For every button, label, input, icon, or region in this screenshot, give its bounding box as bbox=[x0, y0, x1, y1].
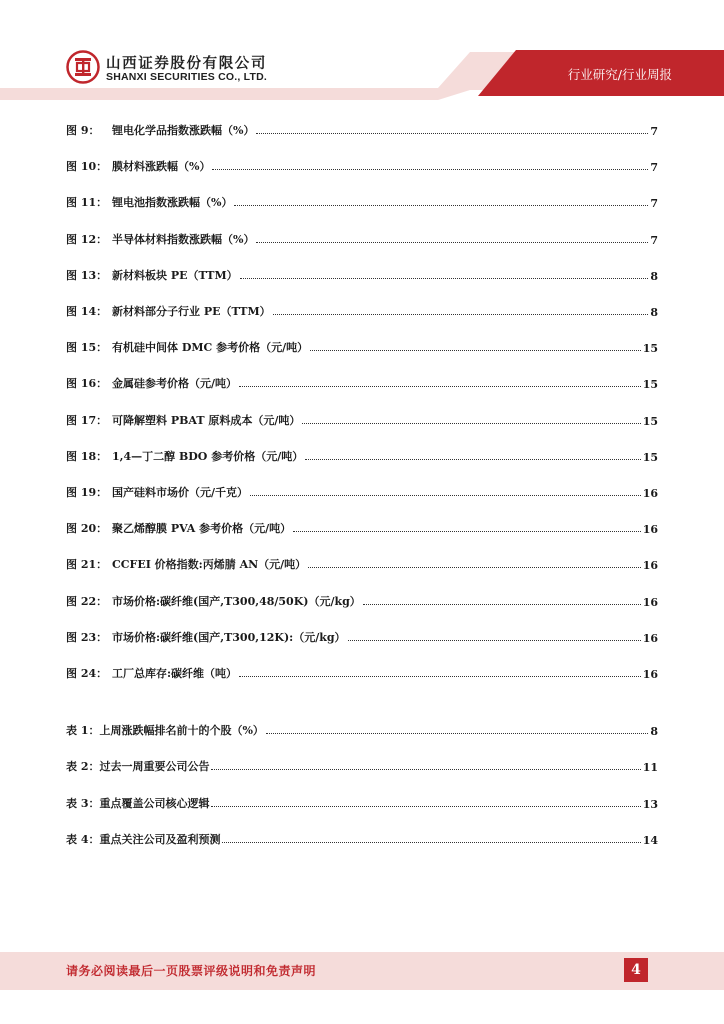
table-title: 过去一周重要公司公告 bbox=[99, 760, 210, 774]
figure-toc-entry[interactable] bbox=[66, 263, 658, 283]
figure-toc-entry[interactable] bbox=[66, 118, 658, 138]
page-ref: 7 bbox=[650, 125, 658, 138]
dot-leader bbox=[273, 313, 649, 315]
dot-leader bbox=[256, 241, 648, 243]
page-ref: 7 bbox=[650, 233, 658, 247]
figure-title: 1,4—丁二醇 BDO 参考价格（元/吨） bbox=[112, 449, 304, 463]
dot-leader bbox=[256, 132, 648, 134]
figure-toc-entry[interactable] bbox=[66, 371, 658, 391]
table-toc-entry[interactable] bbox=[66, 827, 658, 847]
figure-title: CCFEI 价格指数:丙烯腈 AN（元/吨） bbox=[112, 558, 307, 572]
figure-toc-entry[interactable] bbox=[66, 227, 658, 247]
figure-toc-entry[interactable] bbox=[66, 154, 658, 174]
figure-label: 图 15： bbox=[66, 341, 108, 355]
figure-toc-entry[interactable] bbox=[66, 516, 658, 536]
page-ref: 15 bbox=[642, 450, 658, 464]
figure-title: 锂电池指数涨跌幅（%） bbox=[112, 196, 233, 210]
dot-leader bbox=[222, 841, 640, 843]
dot-leader bbox=[212, 168, 648, 170]
page-ref: 16 bbox=[642, 523, 658, 537]
page-ref: 16 bbox=[642, 595, 658, 609]
figure-title: 膜材料涨跌幅（%） bbox=[112, 160, 211, 174]
figure-title: 有机硅中间体 DMC 参考价格（元/吨） bbox=[112, 341, 309, 355]
figure-title: 金属硅参考价格（元/吨） bbox=[112, 377, 238, 391]
dot-leader bbox=[363, 603, 641, 605]
figure-toc-entry[interactable] bbox=[66, 552, 658, 572]
dot-leader bbox=[239, 385, 641, 387]
table-title: 上周涨跌幅排名前十的个股（%） bbox=[99, 724, 264, 737]
page-ref: 7 bbox=[650, 161, 658, 175]
figure-label: 图 24： bbox=[66, 667, 108, 680]
figure-title: 可降解塑料 PBAT 原料成本（元/吨） bbox=[112, 413, 301, 427]
report-type-label: 行业研究/行业周报 bbox=[567, 67, 672, 82]
page-ref: 16 bbox=[642, 631, 658, 645]
page-ref: 7 bbox=[650, 197, 658, 211]
figure-toc-entry[interactable] bbox=[66, 408, 658, 428]
table-label: 表 3： bbox=[66, 796, 100, 810]
dot-leader bbox=[211, 768, 640, 770]
figure-label: 图 13： bbox=[66, 268, 108, 282]
dot-leader bbox=[310, 349, 641, 351]
table-title: 重点覆盖公司核心逻辑 bbox=[99, 796, 210, 810]
figure-title: 工厂总库存:碳纤维（吨） bbox=[112, 667, 238, 680]
table-label: 表 4： bbox=[66, 832, 100, 846]
figure-label: 图 9： bbox=[66, 124, 100, 137]
table-label: 表 1： bbox=[66, 724, 100, 737]
dot-leader bbox=[211, 805, 640, 807]
figure-title: 国产硅料市场价（元/千克） bbox=[112, 486, 249, 499]
header-band bbox=[0, 0, 724, 100]
dot-leader bbox=[234, 204, 648, 206]
page-ref: 8 bbox=[650, 269, 658, 283]
figure-title: 锂电化学品指数涨跌幅（%） bbox=[112, 124, 255, 137]
page-ref: 15 bbox=[642, 378, 658, 392]
figure-title: 半导体材料指数涨跌幅（%） bbox=[112, 232, 255, 246]
disclaimer-text: 请务必阅读最后一页股票评级说明和免责声明 bbox=[66, 964, 317, 978]
table-label: 表 2： bbox=[66, 760, 100, 774]
figure-label: 图 21： bbox=[66, 558, 108, 572]
dot-leader bbox=[240, 277, 649, 279]
dot-leader bbox=[305, 458, 640, 460]
figure-title: 新材料部分子行业 PE（TTM） bbox=[112, 305, 271, 318]
table-toc-entry[interactable] bbox=[66, 754, 658, 774]
figure-toc-entry[interactable] bbox=[66, 625, 658, 645]
dot-leader bbox=[302, 422, 640, 424]
figure-label: 图 10： bbox=[66, 160, 108, 174]
figure-toc-entry[interactable] bbox=[66, 480, 658, 500]
dot-leader bbox=[308, 566, 641, 568]
figure-label: 图 16： bbox=[66, 377, 108, 391]
table-title: 重点关注公司及盈利预测 bbox=[99, 832, 221, 846]
shanxi-securities-logo-icon bbox=[66, 50, 100, 84]
figure-label: 图 18： bbox=[66, 449, 108, 463]
figure-title: 新材料板块 PE（TTM） bbox=[112, 268, 238, 282]
figure-toc-entry[interactable] bbox=[66, 335, 658, 355]
figure-title: 市场价格:碳纤维(国产,T300,12K):（元/kg） bbox=[112, 630, 346, 644]
figure-label: 图 20： bbox=[66, 522, 108, 536]
page-ref: 8 bbox=[650, 725, 658, 738]
page-ref: 16 bbox=[642, 668, 658, 681]
page-ref: 15 bbox=[642, 414, 658, 428]
figure-label: 图 17： bbox=[66, 413, 108, 427]
figure-label: 图 23： bbox=[66, 630, 108, 644]
table-toc-entry[interactable] bbox=[66, 791, 658, 811]
dot-leader bbox=[266, 732, 648, 734]
figure-label: 图 11： bbox=[66, 196, 108, 210]
page-number: 4 bbox=[624, 958, 648, 982]
page-ref: 15 bbox=[642, 342, 658, 356]
figure-title: 聚乙烯醇膜 PVA 参考价格（元/吨） bbox=[112, 522, 292, 536]
figure-toc-entry[interactable] bbox=[66, 661, 658, 681]
page-ref: 16 bbox=[642, 487, 658, 500]
company-name-cn: 山西证券股份有限公司 bbox=[106, 56, 267, 72]
page-ref: 14 bbox=[642, 833, 658, 847]
company-name-en: SHANXI SECURITIES CO., LTD. bbox=[106, 71, 267, 83]
figure-toc-entry[interactable] bbox=[66, 589, 658, 609]
figure-label: 图 19： bbox=[66, 486, 108, 499]
dot-leader bbox=[293, 530, 641, 532]
figure-label: 图 22： bbox=[66, 594, 108, 608]
figure-toc-entry[interactable] bbox=[66, 190, 658, 210]
figure-title: 市场价格:碳纤维(国产,T300,48/50K)（元/kg） bbox=[112, 594, 361, 608]
figure-toc-entry[interactable] bbox=[66, 299, 658, 319]
page-ref: 13 bbox=[642, 797, 658, 811]
page-ref: 16 bbox=[642, 559, 658, 573]
figure-label: 图 12： bbox=[66, 232, 108, 246]
page-ref: 8 bbox=[650, 306, 658, 319]
figure-toc-entry[interactable] bbox=[66, 444, 658, 464]
dot-leader bbox=[250, 494, 641, 496]
table-toc-entry[interactable] bbox=[66, 718, 658, 738]
figure-label: 图 14： bbox=[66, 305, 108, 318]
page-header bbox=[0, 0, 724, 100]
page-ref: 11 bbox=[642, 761, 658, 775]
dot-leader bbox=[239, 675, 641, 677]
dot-leader bbox=[348, 639, 641, 641]
